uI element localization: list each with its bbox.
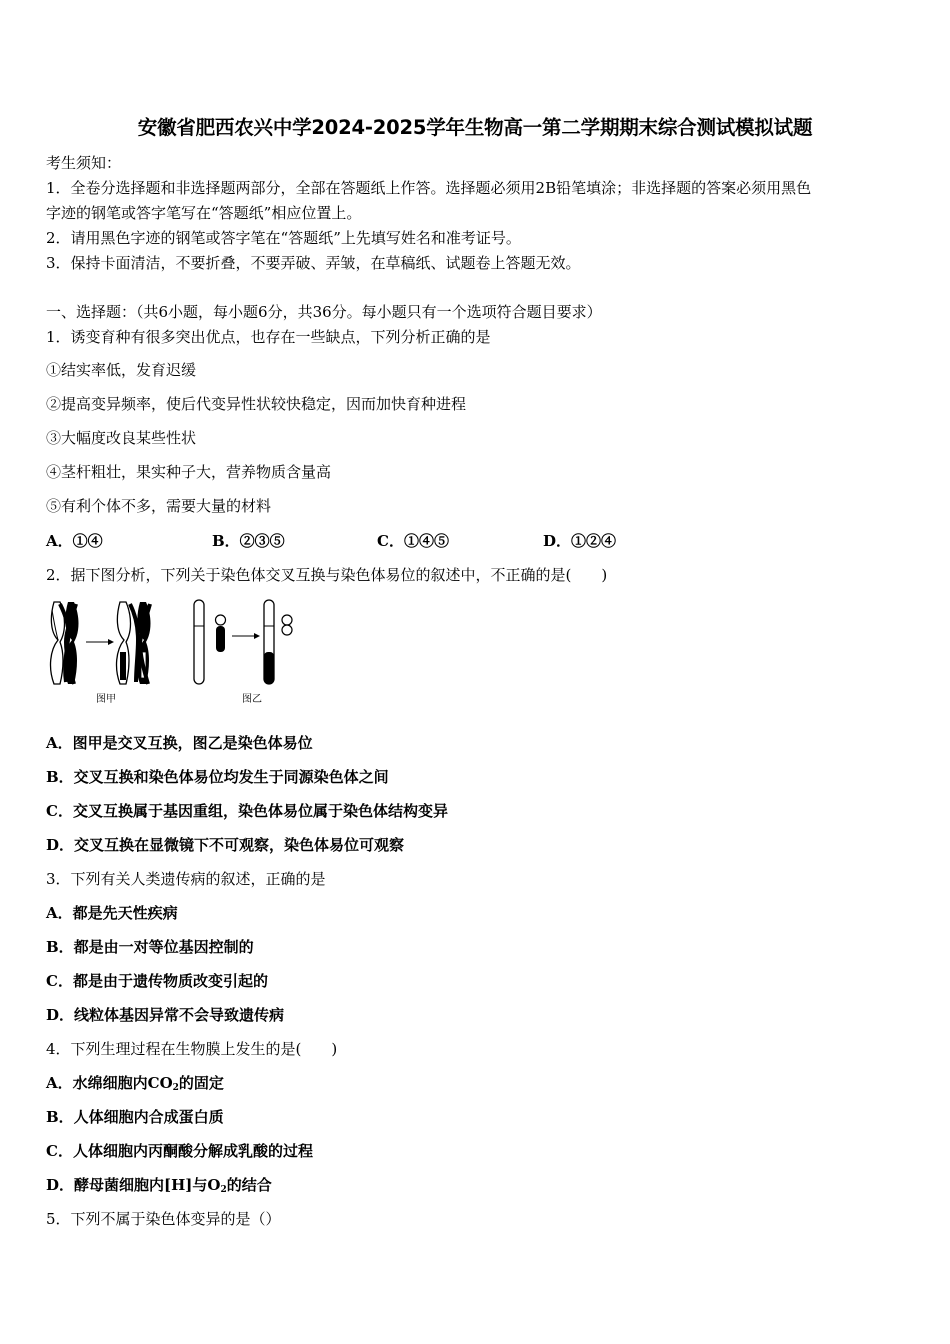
page-title: 安徽省肥西农兴中学2024-2025学年生物高一第二学期期末综合测试模拟试题 (137, 116, 813, 139)
q1-item-3: ③大幅度改良某些性状 (46, 429, 197, 447)
figure-b-before (194, 600, 226, 684)
section-heading: 一、选择题：（共6小题，每小题6分，共36分。每小题只有一个选项符合题目要求） (46, 303, 602, 321)
q1-option-b: B．②③⑤ (212, 532, 285, 550)
q1-stem: 1．诱变育种有很多突出优点，也存在一些缺点，下列分析正确的是 (46, 328, 491, 346)
q4-option-b: B．人体细胞内合成蛋白质 (46, 1108, 224, 1126)
notice-item-1: 1．全卷分选择题和非选择题两部分，全部在答题纸上作答。选择题必须用2B铅笔填涂；非选择题的答案必须用黑色 (46, 179, 812, 197)
q4-option-a-post: 的固定 (178, 1074, 224, 1092)
notice-heading: 考生须知： (46, 154, 122, 172)
q3-option-a: A．都是先天性疾病 (46, 904, 178, 922)
q4-option-c: C．人体细胞内丙酮酸分解成乳酸的过程 (46, 1142, 313, 1160)
figure-a-arrow (86, 639, 114, 645)
q4-option-d (46, 1175, 272, 1200)
q4-option-a-text: A．水绵细胞内CO (46, 1074, 173, 1092)
q4-option-d-post: 的结合 (226, 1176, 272, 1194)
q1-option-a: A．①④ (46, 532, 103, 550)
q2-option-b: B．交叉互换和染色体易位均发生于同源染色体之间 (46, 768, 389, 786)
q5-stem: 5．下列不属于染色体变异的是（） (46, 1210, 281, 1228)
notice-item-1-cont: 字迹的钢笔或答字笔写在“答题纸”相应位置上。 (46, 204, 362, 222)
q4-option-d-sub: 2 (220, 1185, 227, 1195)
q1-item-5: ⑤有利个体不多，需要大量的材料 (46, 497, 272, 515)
q1-item-4: ④茎杆粗壮，果实种子大，营养物质含量高 (46, 463, 332, 481)
q2-stem: 2．据下图分析，下列关于染色体交叉互换与染色体易位的叙述中，不正确的是( ) (46, 566, 608, 584)
notice-item-3: 3．保持卡面清洁，不要折叠，不要弄破、弄皱，在草稿纸、试题卷上答题无效。 (46, 254, 581, 272)
figure-b-label: 图乙 (242, 694, 262, 705)
figure-a-label: 图甲 (96, 694, 116, 705)
q3-option-c: C．都是由于遗传物质改变引起的 (46, 972, 268, 990)
chromosome-figure (46, 596, 306, 706)
figure-b-after (264, 600, 292, 684)
q1-item-2: ②提高变异频率，使后代变异性状较快稳定，因而加快育种进程 (46, 395, 467, 413)
q3-stem: 3．下列有关人类遗传病的叙述，正确的是 (46, 870, 326, 888)
figure-a-before (51, 602, 79, 684)
figure-b-arrow (232, 633, 260, 639)
q4-option-a (46, 1073, 224, 1098)
q1-item-1: ①结实率低，发育迟缓 (46, 361, 197, 379)
q3-option-b: B．都是由一对等位基因控制的 (46, 938, 254, 956)
q4-option-a-sub: 2 (172, 1083, 179, 1093)
q2-option-c: C．交叉互换属于基因重组，染色体易位属于染色体结构变异 (46, 802, 448, 820)
q2-option-d: D．交叉互换在显微镜下不可观察，染色体易位可观察 (46, 836, 405, 854)
chromosome-diagram (46, 596, 306, 706)
q2-option-a: A．图甲是交叉互换，图乙是染色体易位 (46, 734, 313, 752)
q1-option-c: C．①④⑤ (377, 532, 449, 550)
notice-item-2: 2．请用黑色字迹的钢笔或答字笔在“答题纸”上先填写姓名和准考证号。 (46, 229, 521, 247)
q1-option-d: D．①②④ (543, 532, 617, 550)
figure-a-after (117, 602, 151, 684)
q4-stem: 4．下列生理过程在生物膜上发生的是( ) (46, 1040, 338, 1058)
q4-option-d-text: D．酵母菌细胞内[H]与O (46, 1176, 221, 1194)
q3-option-d: D．线粒体基因异常不会导致遗传病 (46, 1006, 285, 1024)
